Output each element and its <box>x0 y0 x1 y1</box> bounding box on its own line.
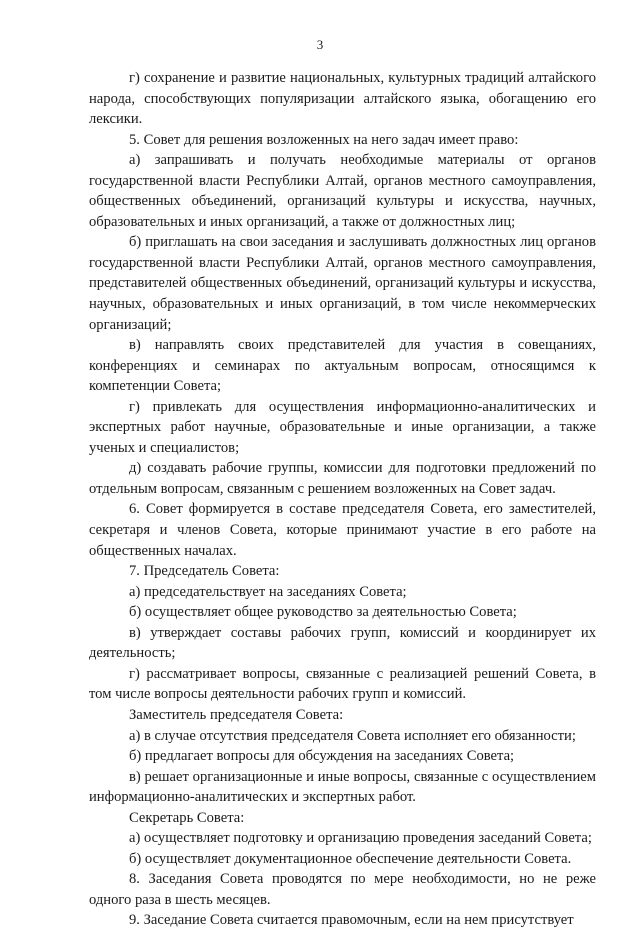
paragraph: 9. Заседание Совета считается правомочным, если на нем присутствует <box>129 912 574 929</box>
paragraph: Секретарь Совета: <box>129 809 245 826</box>
paragraph: 8. Заседания Совета проводятся по мере необходимости, но не реже одного раза в шесть месяцев. <box>89 871 596 908</box>
paragraph: 5. Совет для решения возложенных на него задач имеет право: <box>129 131 519 148</box>
paragraph: б) осуществляет документационное обеспечение деятельности Совета. <box>129 850 572 867</box>
paragraph: г) сохранение и развитие национальных, культурных традиций алтайского народа, способствующих популяризации алтайского языка, обогащению его лексики. <box>89 70 596 128</box>
paragraph: д) создавать рабочие группы, комиссии для подготовки предложений по отдельным вопросам, связанным с решением возложенных на Совет задач. <box>89 460 596 497</box>
paragraph: г) рассматривает вопросы, связанные с реализацией решений Совета, в том числе вопросы деятельности рабочих групп и комиссий. <box>89 665 596 703</box>
paragraph: а) запрашивать и получать необходимые материалы от органов государственной власти Республики Алтай, органов местного самоуправления, общественных объединений, организаций культуры и искусства, научных, образовательных и иных организаций, а также от должностных лиц; <box>89 152 596 230</box>
paragraph: в) утверждает составы рабочих групп, комиссий и координирует их деятельность; <box>89 624 596 662</box>
paragraph: г) привлекать для осуществления информационно-аналитических и экспертных работ научные, образовательные и иные организации, а также ученых и специалистов; <box>89 398 596 456</box>
paragraph: а) председательствует на заседаниях Совета; <box>129 583 407 600</box>
page-number: 3 <box>316 37 324 52</box>
paragraph: а) осуществляет подготовку и организацию проведения заседаний Совета; <box>129 830 592 847</box>
paragraph: 7. Председатель Совета: <box>129 563 280 580</box>
document-body <box>89 68 596 931</box>
paragraph: 6. Совет формируется в составе председателя Совета, его заместителей, секретаря и членов Совета, которые принимают участие в его работе на общественных началах. <box>89 501 596 559</box>
paragraph: б) осуществляет общее руководство за деятельностью Совета; <box>129 604 517 621</box>
paragraph: в) направлять своих представителей для участия в совещаниях, конференциях и семинарах по актуальным вопросам, относящимся к компетенции Совета; <box>89 337 596 395</box>
paragraph: Заместитель председателя Совета: <box>129 706 344 723</box>
paragraph: б) предлагает вопросы для обсуждения на заседаниях Совета; <box>129 748 515 765</box>
paragraph: а) в случае отсутствия председателя Совета исполняет его обязанности; <box>129 727 576 744</box>
paragraph: б) приглашать на свои заседания и заслушивать должностных лиц органов государственной власти Республики Алтай, органов местного самоуправления, представителей общественных объединений, организаций культуры и искусства, научных, образовательных и иных организаций, в том числе некоммерческих организаций; <box>89 234 596 333</box>
paragraph: в) решает организационные и иные вопросы, связанные с осуществлением информационно-аналитических и экспертных работ. <box>89 768 596 806</box>
